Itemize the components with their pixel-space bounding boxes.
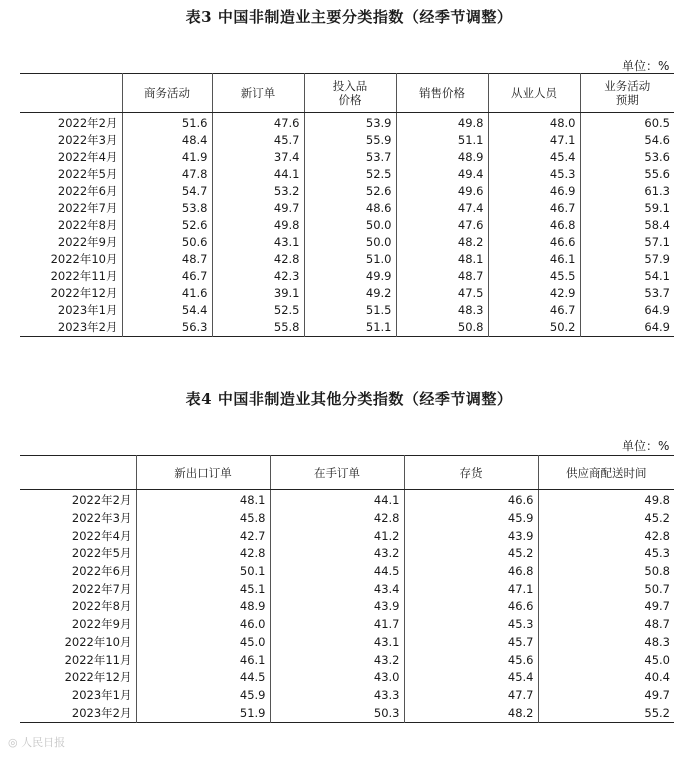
table3-col-header: 从业人员 (488, 74, 580, 113)
table-cell: 48.3 (396, 302, 488, 319)
table-cell: 48.2 (396, 234, 488, 251)
row-label: 2022年7月 (71, 581, 132, 596)
table-row (20, 545, 674, 563)
table-cell: 50.6 (122, 234, 212, 251)
row-label: 2022年2月 (57, 116, 118, 130)
table-cell: 47.6 (396, 217, 488, 234)
table-cell: 51.5 (304, 302, 396, 319)
table-cell: 49.8 (538, 490, 674, 510)
row-label: 2022年5月 (71, 546, 132, 561)
table-cell: 53.9 (304, 113, 396, 133)
row-label: 2022年12月 (50, 286, 118, 300)
table3-unit: 单位：% (622, 59, 670, 73)
table-cell: 49.7 (212, 200, 304, 217)
table4-col-header: 存货 (404, 456, 538, 490)
table-cell: 56.3 (122, 319, 212, 337)
row-label: 2022年6月 (71, 564, 132, 579)
row-label: 2023年1月 (57, 303, 118, 317)
table-cell: 47.1 (488, 132, 580, 149)
table-cell: 53.6 (580, 149, 674, 166)
table-cell: 43.1 (270, 634, 404, 652)
table-cell: 45.3 (488, 166, 580, 183)
table-row (20, 704, 674, 722)
table-cell: 46.6 (404, 598, 538, 616)
table-cell: 37.4 (212, 149, 304, 166)
table-cell: 46.7 (488, 302, 580, 319)
row-label: 2022年10月 (50, 252, 118, 266)
table-cell: 45.7 (404, 634, 538, 652)
table4 (20, 455, 674, 723)
table-row (20, 251, 674, 268)
table-cell: 48.7 (396, 268, 488, 285)
table-cell: 52.5 (304, 166, 396, 183)
table-cell: 45.9 (136, 687, 270, 705)
table-cell: 48.0 (488, 113, 580, 133)
table-cell: 52.6 (122, 217, 212, 234)
table-cell: 55.8 (212, 319, 304, 337)
row-label: 2022年4月 (71, 528, 132, 543)
table-cell: 52.6 (304, 183, 396, 200)
row-label: 2022年4月 (57, 150, 118, 164)
row-label: 2022年11月 (64, 652, 132, 667)
table-cell: 50.0 (304, 234, 396, 251)
table-cell: 47.7 (404, 687, 538, 705)
row-label: 2023年2月 (57, 320, 118, 334)
table-cell: 48.1 (396, 251, 488, 268)
row-label: 2022年10月 (64, 634, 132, 649)
table-cell: 41.2 (270, 527, 404, 545)
table4-col-header: 供应商配送时间 (538, 456, 674, 490)
table4-title: 表4 中国非制造业其他分类指数（经季节调整） (185, 390, 513, 408)
table-cell: 44.1 (212, 166, 304, 183)
table-row (20, 669, 674, 687)
table-cell: 50.2 (488, 319, 580, 337)
table-cell: 43.1 (212, 234, 304, 251)
table-cell: 48.6 (304, 200, 396, 217)
table-cell: 43.3 (270, 687, 404, 705)
table3-col-header (20, 74, 122, 113)
table-cell: 64.9 (580, 302, 674, 319)
row-label: 2022年5月 (57, 167, 118, 181)
table3-col-header: 投入品 价格 (304, 74, 396, 113)
table-cell: 48.3 (538, 634, 674, 652)
table-cell: 54.7 (122, 183, 212, 200)
table-cell: 48.7 (538, 616, 674, 634)
table-row (20, 268, 674, 285)
table-cell: 48.1 (136, 490, 270, 510)
table-cell: 51.9 (136, 704, 270, 722)
table-cell: 49.7 (538, 687, 674, 705)
table-cell: 44.5 (270, 563, 404, 581)
table-cell: 46.1 (136, 651, 270, 669)
table-cell: 45.2 (404, 545, 538, 563)
table-row (20, 527, 674, 545)
table-cell: 41.6 (122, 285, 212, 302)
table-cell: 46.7 (488, 200, 580, 217)
table-cell: 49.2 (304, 285, 396, 302)
row-label: 2022年6月 (57, 184, 118, 198)
table-cell: 45.0 (136, 634, 270, 652)
table-cell: 43.9 (270, 598, 404, 616)
table3-body (20, 113, 674, 337)
table-cell: 46.8 (404, 563, 538, 581)
table-cell: 45.4 (404, 669, 538, 687)
table-row (20, 319, 674, 337)
table4-header (20, 456, 674, 490)
table3-title: 表3 中国非制造业主要分类指数（经季节调整） (185, 8, 513, 26)
table3-col-header: 新订单 (212, 74, 304, 113)
table-cell: 46.6 (404, 490, 538, 510)
table-cell: 50.8 (396, 319, 488, 337)
table-cell: 51.6 (122, 113, 212, 133)
table-cell: 50.3 (270, 704, 404, 722)
table-cell: 39.1 (212, 285, 304, 302)
table-row (20, 687, 674, 705)
table-row (20, 634, 674, 652)
row-label: 2022年8月 (71, 599, 132, 614)
table-cell: 42.8 (212, 251, 304, 268)
table-cell: 49.7 (538, 598, 674, 616)
table-cell: 61.3 (580, 183, 674, 200)
table-row (20, 616, 674, 634)
table-cell: 58.4 (580, 217, 674, 234)
table-cell: 42.9 (488, 285, 580, 302)
table-cell: 60.5 (580, 113, 674, 133)
table-cell: 48.7 (122, 251, 212, 268)
table-cell: 52.5 (212, 302, 304, 319)
table-cell: 47.8 (122, 166, 212, 183)
table-cell: 51.1 (304, 319, 396, 337)
table-cell: 41.9 (122, 149, 212, 166)
row-label: 2023年2月 (71, 705, 132, 720)
table-cell: 57.9 (580, 251, 674, 268)
table-cell: 45.0 (538, 651, 674, 669)
table-cell: 59.1 (580, 200, 674, 217)
table4-col-header (20, 456, 136, 490)
table-row (20, 285, 674, 302)
table-cell: 46.9 (488, 183, 580, 200)
table-cell: 53.2 (212, 183, 304, 200)
table-cell: 54.6 (580, 132, 674, 149)
table-cell: 49.8 (396, 113, 488, 133)
table-cell: 49.4 (396, 166, 488, 183)
row-label: 2022年9月 (57, 235, 118, 249)
table-cell: 48.2 (404, 704, 538, 722)
table-cell: 46.8 (488, 217, 580, 234)
table-cell: 48.9 (396, 149, 488, 166)
table-row (20, 166, 674, 183)
row-label: 2022年12月 (64, 670, 132, 685)
table-row (20, 113, 674, 133)
table-cell: 42.8 (136, 545, 270, 563)
table-row (20, 234, 674, 251)
table-cell: 49.9 (304, 268, 396, 285)
table-cell: 44.1 (270, 490, 404, 510)
row-label: 2022年2月 (71, 493, 132, 508)
table-cell: 43.2 (270, 651, 404, 669)
table-cell: 64.9 (580, 319, 674, 337)
table-cell: 45.1 (136, 580, 270, 598)
table-cell: 53.7 (304, 149, 396, 166)
table4-header-row (20, 456, 674, 490)
table-row (20, 200, 674, 217)
row-label: 2022年7月 (57, 201, 118, 215)
table-cell: 42.3 (212, 268, 304, 285)
row-label: 2022年8月 (57, 218, 118, 232)
weibo-icon: ◎ (8, 736, 18, 749)
table-cell: 40.4 (538, 669, 674, 687)
table-row (20, 132, 674, 149)
table-cell: 43.2 (270, 545, 404, 563)
table-cell: 45.2 (538, 510, 674, 528)
table3-col-header: 商务活动 (122, 74, 212, 113)
watermark-text: 人民日报 (21, 736, 66, 749)
table4-body (20, 490, 674, 723)
table-cell: 43.9 (404, 527, 538, 545)
row-label: 2022年3月 (71, 511, 132, 526)
table-cell: 45.8 (136, 510, 270, 528)
table-cell: 55.9 (304, 132, 396, 149)
table-row (20, 598, 674, 616)
table-cell: 53.7 (580, 285, 674, 302)
table-cell: 46.0 (136, 616, 270, 634)
table-cell: 49.6 (396, 183, 488, 200)
table-cell: 49.8 (212, 217, 304, 234)
table4-col-header: 在手订单 (270, 456, 404, 490)
table-cell: 50.1 (136, 563, 270, 581)
table-row (20, 490, 674, 510)
table3-header-row (20, 74, 674, 113)
table-cell: 50.7 (538, 580, 674, 598)
table-cell: 43.4 (270, 580, 404, 598)
table-cell: 42.8 (538, 527, 674, 545)
table3-col-header: 销售价格 (396, 74, 488, 113)
table4-unit: 单位：% (622, 439, 670, 453)
table4-col-header: 新出口订单 (136, 456, 270, 490)
table-cell: 51.0 (304, 251, 396, 268)
table-cell: 47.6 (212, 113, 304, 133)
table-cell: 46.6 (488, 234, 580, 251)
table-row (20, 510, 674, 528)
table-cell: 51.1 (396, 132, 488, 149)
table-cell: 53.8 (122, 200, 212, 217)
table-cell: 45.7 (212, 132, 304, 149)
table3 (20, 73, 674, 337)
table-cell: 55.6 (580, 166, 674, 183)
table-row (20, 302, 674, 319)
table-cell: 54.1 (580, 268, 674, 285)
table-cell: 45.5 (488, 268, 580, 285)
table3-col-header: 业务活动 预期 (580, 74, 674, 113)
table-row (20, 183, 674, 200)
table-cell: 47.4 (396, 200, 488, 217)
table3-header (20, 74, 674, 113)
table-cell: 47.1 (404, 580, 538, 598)
table-cell: 44.5 (136, 669, 270, 687)
table-cell: 45.3 (538, 545, 674, 563)
table-row (20, 651, 674, 669)
table-cell: 47.5 (396, 285, 488, 302)
table-row (20, 563, 674, 581)
row-label: 2023年1月 (71, 687, 132, 702)
table-cell: 50.0 (304, 217, 396, 234)
table-cell: 45.3 (404, 616, 538, 634)
table-cell: 55.2 (538, 704, 674, 722)
table-cell: 45.6 (404, 651, 538, 669)
table-cell: 54.4 (122, 302, 212, 319)
table-cell: 41.7 (270, 616, 404, 634)
table-row (20, 580, 674, 598)
table-cell: 48.4 (122, 132, 212, 149)
table-cell: 45.4 (488, 149, 580, 166)
table-cell: 43.0 (270, 669, 404, 687)
row-label: 2022年11月 (50, 269, 118, 283)
table-cell: 42.7 (136, 527, 270, 545)
table-cell: 46.1 (488, 251, 580, 268)
watermark (8, 734, 65, 750)
row-label: 2022年9月 (71, 617, 132, 632)
table-cell: 42.8 (270, 510, 404, 528)
table-row (20, 217, 674, 234)
table-row (20, 149, 674, 166)
row-label: 2022年3月 (57, 133, 118, 147)
table-cell: 57.1 (580, 234, 674, 251)
table-cell: 50.8 (538, 563, 674, 581)
table-cell: 48.9 (136, 598, 270, 616)
table-cell: 46.7 (122, 268, 212, 285)
table-cell: 45.9 (404, 510, 538, 528)
